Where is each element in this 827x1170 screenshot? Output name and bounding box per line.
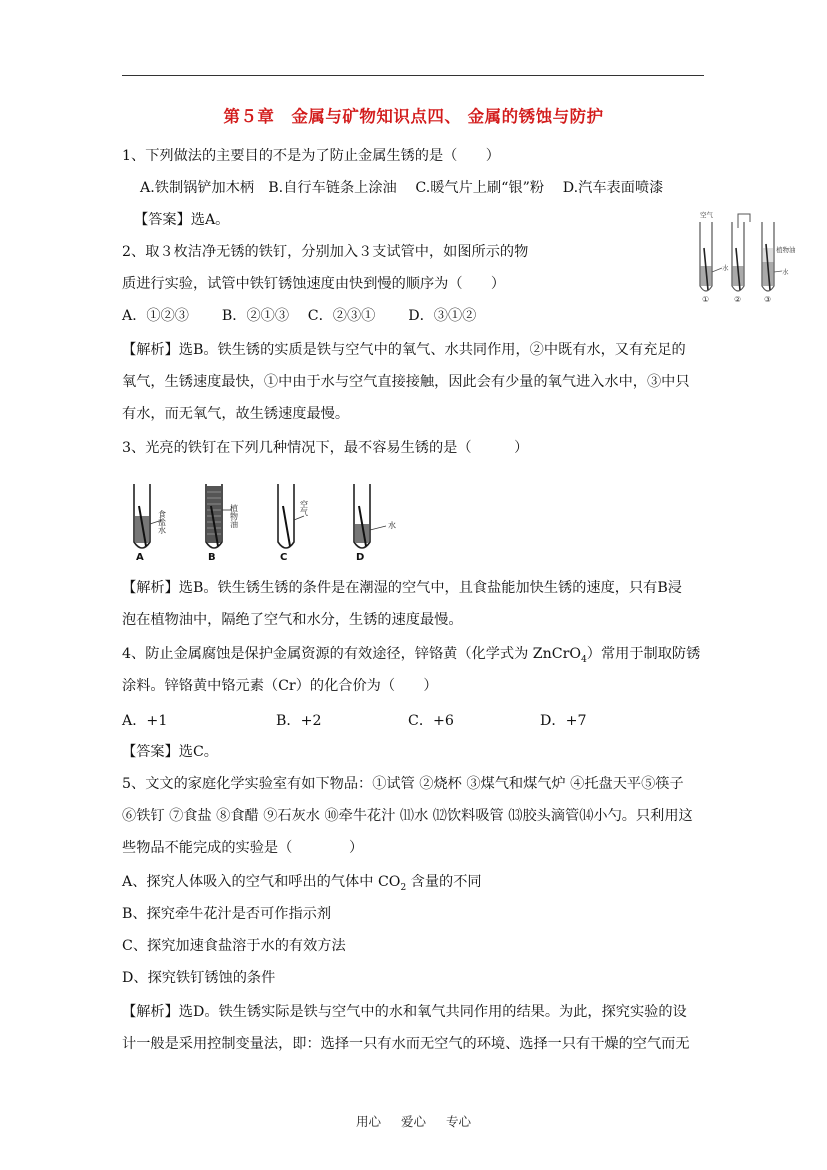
q3-fig-label-air: 空气 (299, 500, 309, 516)
q2-test-tube-figure (692, 208, 804, 304)
q3-fig-tube-a: A (136, 552, 144, 562)
page-footer (0, 1112, 827, 1130)
q5-explanation-line2: 计一般是采用控制变量法，即：选择一只有水而无空气的环境、选择一只有干燥的空气而无 (122, 1036, 690, 1052)
q5-stem-line1: 5、文文的家庭化学实验室有如下物品：①试管 ②烧杯 ③煤气和煤气炉 ④托盘天平⑤筷子 (122, 776, 684, 792)
q3-fig-label-water: 水 (388, 521, 396, 530)
q5-explanation-line1: 【解析】选D。铁生锈实际是铁与空气中的水和氧气共同作用的结果。为此，探究实验的设 (122, 1004, 687, 1020)
q2-fig-tube-1: ① (702, 295, 710, 304)
q5-option-c: C、探究加速食盐溶于水的有效方法 (122, 938, 346, 954)
q4-option-a: A．+1 (122, 713, 168, 729)
q2-explanation-line1: 【解析】选B。铁生锈的实质是铁与空气中的氧气、水共同作用，②中既有水，又有充足的 (122, 342, 686, 358)
q4-option-d: D．+7 (540, 713, 587, 729)
q3-fig-label-plant-oil: 植物油 (229, 504, 239, 528)
q3-explanation-line2: 泡在植物油中，隔绝了空气和水分，生锈的速度最慢。 (122, 612, 463, 628)
q3-fig-label-salt-water: 食盐水 (157, 510, 167, 534)
q5-option-d: D、探究铁钉锈蚀的条件 (122, 970, 276, 986)
q4-answer: 【答案】选C。 (122, 744, 218, 760)
q1-stem: 1、下列做法的主要目的不是为了防止金属生锈的是（ ） (122, 148, 500, 164)
q2-fig-label-water-1: 水 (722, 264, 729, 272)
q3-test-tube-figure (122, 480, 422, 562)
footer-word-3: 专心 (445, 1114, 471, 1129)
q2-stem-line1: 2、取３枚洁净无锈的铁钉，分别加入３支试管中，如图所示的物 (122, 244, 529, 260)
q3-fig-tube-b: B (208, 552, 216, 562)
q4-stem-line2: 涂料。锌铬黄中铬元素（Cr）的化合价为（ ） (122, 678, 438, 694)
q1-options: A.铁制锅铲加木柄 B.自行车链条上涂油 C.暖气片上刷“银”粉 D.汽车表面喷漆 (140, 180, 664, 196)
q2-explanation-line2: 氧气，生锈速度最快，①中由于水与空气直接接触，因此会有少量的氧气进入水中，③中只 (122, 374, 690, 390)
q5-option-b: B、探究牵牛花汁是否可作指示剂 (122, 906, 332, 922)
q5-option-a: A、探究人体吸入的空气和呼出的气体中 $CO_2$ 含量的不同 (122, 874, 482, 893)
q2-options: A．①②③ B．②①③ C．②③① D．③①② (122, 308, 477, 324)
q2-fig-tube-3: ③ (764, 295, 772, 304)
q2-fig-label-oil: 植物油 (776, 246, 796, 254)
q1-answer: 【答案】选A。 (134, 212, 230, 228)
q4-stem-line1: 4、防止金属腐蚀是保护金属资源的有效途径，锌铬黄（化学式为 ZnCrO$_4$）常用于制取防锈 (122, 646, 701, 665)
q5-stem-line3: 些物品不能完成的实验是（ ） (122, 840, 364, 856)
q4-option-c: C．+6 (408, 713, 454, 729)
q3-explanation-line1: 【解析】选B。铁生锈生锈的条件是在潮湿的空气中，且食盐能加快生锈的速度，只有B浸 (122, 580, 682, 596)
footer-word-1: 用心 (355, 1114, 381, 1129)
q2-explanation-line3: 有水，而无氧气，故生锈速度最慢。 (122, 406, 350, 422)
q5-stem-line2: ⑥铁钉 ⑦食盐 ⑧食醋 ⑨石灰水 ⑩牵牛花汁 ⑾水 ⑿饮料吸管 ⒀胶头滴管⒁小勺。只利用这 (122, 808, 693, 824)
q2-stem-line2: 质进行实验，试管中铁钉锈蚀速度由快到慢的顺序为（ ） (122, 276, 506, 292)
q4-option-b: B．+2 (276, 713, 322, 729)
header-rule (122, 75, 704, 76)
q2-fig-label-air: 空气 (700, 211, 713, 219)
q2-fig-tube-2: ② (734, 295, 742, 304)
footer-word-2: 爱心 (400, 1114, 426, 1129)
page-title: 第５章 金属与矿物知识点四、 金属的锈蚀与防护 (223, 107, 604, 126)
q3-stem: 3、光亮的铁钉在下列几种情况下，最不容易生锈的是（ ） (122, 440, 529, 456)
q3-fig-tube-c: C (280, 552, 288, 562)
q3-fig-tube-d: D (356, 552, 365, 562)
q2-fig-label-water-2: 水 (782, 268, 789, 276)
